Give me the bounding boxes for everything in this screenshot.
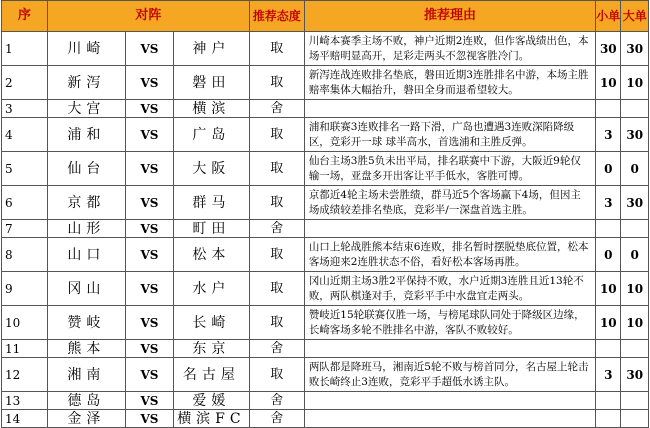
stance-cell: 取 [249,186,304,220]
small-order-cell: 3 [596,186,621,220]
row-number: 12 [2,358,48,392]
reason-cell: 浦和联赛3连败排名一路下滑，广岛也遭遇3连败深陷降级区，竞彩开一球 球半高水，首选浦和主胜反弹。 [304,118,595,152]
table-row [2,152,649,186]
stance-cell: 取 [249,118,304,152]
small-order-cell [596,392,621,410]
big-order-cell: 0 [621,152,649,186]
table-row [2,410,649,428]
table-row [2,306,649,340]
vs-label: VS [125,306,173,340]
row-number: 6 [2,186,48,220]
row-number: 13 [2,392,48,410]
big-order-cell: 30 [621,186,649,220]
stance-cell: 取 [249,66,304,100]
home-team: 山口 [47,238,125,272]
big-order-cell [621,100,649,118]
away-team: 广岛 [174,118,250,152]
header-stance: 推荐态度 [249,1,304,32]
header-row [2,1,649,32]
row-number: 3 [2,100,48,118]
stance-cell: 取 [249,238,304,272]
home-team: 德岛 [47,392,125,410]
small-order-cell [596,220,621,238]
row-number: 1 [2,32,48,66]
stance-cell: 取 [249,272,304,306]
vs-label: VS [125,152,173,186]
reason-cell [304,392,595,410]
small-order-cell [596,340,621,358]
away-team: 磐田 [174,66,250,100]
small-order-cell: 3 [596,358,621,392]
reason-cell [304,220,595,238]
home-team: 熊本 [47,340,125,358]
big-order-cell: 10 [621,66,649,100]
small-order-cell [596,410,621,428]
vs-label: VS [125,238,173,272]
vs-label: VS [125,272,173,306]
header-matchup: 对阵 [47,1,249,32]
big-order-cell: 30 [621,118,649,152]
stance-cell: 舍 [249,392,304,410]
small-order-cell: 0 [596,152,621,186]
big-order-cell: 30 [621,32,649,66]
table-row [2,340,649,358]
table-row [2,358,649,392]
table-row [2,66,649,100]
vs-label: VS [125,32,173,66]
small-order-cell: 3 [596,118,621,152]
table-row [2,100,649,118]
reason-cell: 赞岐近15轮联赛仅胜一场，与榜尾球队同处于降级区边缘，长崎客场多轮不胜排名中游，客队不败较好。 [304,306,595,340]
stance-cell: 舍 [249,220,304,238]
stance-cell: 取 [249,306,304,340]
away-team: 群马 [174,186,250,220]
home-team: 冈山 [47,272,125,306]
reason-cell: 川崎本赛季主场不败，神户近期2连败，但作客战绩出色，本场平赔明显高开，足彩走两头不忽视客胜冷门。 [304,32,595,66]
table-row [2,186,649,220]
reason-cell: 京都近4轮主场未尝胜绩，群马近5个客场赢下4场，但因主场成绩较差排名垫底，竞彩半/一深盘首选主胜。 [304,186,595,220]
stance-cell: 舍 [249,340,304,358]
stance-cell: 舍 [249,410,304,428]
reason-cell [304,100,595,118]
table-row [2,118,649,152]
big-order-cell [621,340,649,358]
row-number: 9 [2,272,48,306]
vs-label: VS [125,186,173,220]
row-number: 2 [2,66,48,100]
away-team: 松本 [174,238,250,272]
reason-cell: 冈山近期主场3胜2平保持不败，水户近期3连胜且近13轮不败，两队棋逢对手，竞彩平手中水盘宜走两头。 [304,272,595,306]
vs-label: VS [125,392,173,410]
reason-cell [304,410,595,428]
away-team: 水户 [174,272,250,306]
reason-cell: 仙台主场3胜5负未出平局，排名联赛中下游，大阪近9轮仅输一场，亚盘多开出客让平手低水，客胜可博。 [304,152,595,186]
reason-cell: 两队都是降班马，湘南近5轮不败与榜首同分，名古屋上轮击败长崎终止3连败，竞彩平手超低水诱主队。 [304,358,595,392]
away-team: 神户 [174,32,250,66]
big-order-cell [621,220,649,238]
recommendation-table [1,0,649,428]
small-order-cell: 0 [596,238,621,272]
home-team: 仙台 [47,152,125,186]
home-team: 浦和 [47,118,125,152]
header-reason: 推荐理由 [304,1,595,32]
vs-label: VS [125,410,173,428]
header-big: 大单 [621,1,649,32]
reason-cell: 山口上轮战胜熊本结束6连败，排名暂时摆脱垫底位置，松本客场迎来2连胜状态不俗，看好松本客场再胜。 [304,238,595,272]
row-number: 11 [2,340,48,358]
row-number: 4 [2,118,48,152]
home-team: 川崎 [47,32,125,66]
table-row [2,238,649,272]
away-team: 町田 [174,220,250,238]
big-order-cell: 10 [621,272,649,306]
away-team: 爱媛 [174,392,250,410]
vs-label: VS [125,358,173,392]
away-team: 东京 [174,340,250,358]
away-team: 大阪 [174,152,250,186]
small-order-cell [596,100,621,118]
big-order-cell: 10 [621,306,649,340]
big-order-cell [621,410,649,428]
table-body [2,32,649,428]
big-order-cell: 0 [621,238,649,272]
home-team: 赞岐 [47,306,125,340]
table-row [2,220,649,238]
stance-cell: 取 [249,32,304,66]
away-team: 长崎 [174,306,250,340]
row-number: 14 [2,410,48,428]
home-team: 大宫 [47,100,125,118]
small-order-cell: 30 [596,32,621,66]
reason-cell [304,340,595,358]
vs-label: VS [125,340,173,358]
home-team: 湘南 [47,358,125,392]
away-team: 横滨FC [174,410,250,428]
row-number: 8 [2,238,48,272]
big-order-cell: 30 [621,358,649,392]
home-team: 金泽 [47,410,125,428]
table-row [2,272,649,306]
row-number: 10 [2,306,48,340]
table-row [2,32,649,66]
home-team: 新泻 [47,66,125,100]
big-order-cell [621,392,649,410]
row-number: 5 [2,152,48,186]
home-team: 山形 [47,220,125,238]
header-small: 小单 [596,1,621,32]
small-order-cell: 10 [596,66,621,100]
stance-cell: 取 [249,152,304,186]
table-row [2,392,649,410]
vs-label: VS [125,66,173,100]
vs-label: VS [125,220,173,238]
away-team: 横滨 [174,100,250,118]
row-number: 7 [2,220,48,238]
home-team: 京都 [47,186,125,220]
header-no: 序 [2,1,48,32]
vs-label: VS [125,100,173,118]
small-order-cell: 10 [596,306,621,340]
stance-cell: 取 [249,358,304,392]
vs-label: VS [125,118,173,152]
reason-cell: 新泻连战连败排名垫底，磐田近期3连胜排名中游，本场主胜赔率集体大幅抬升，磐田全身而退希望较大。 [304,66,595,100]
small-order-cell: 10 [596,272,621,306]
stance-cell: 舍 [249,100,304,118]
away-team: 名古屋 [174,358,250,392]
